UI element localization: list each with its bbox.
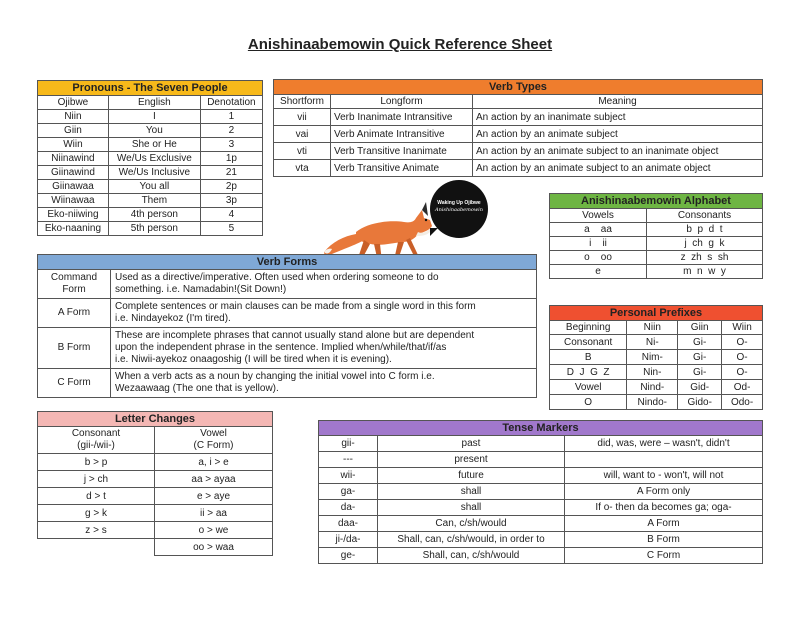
usage-cell: did, was, were – wasn't, didn't xyxy=(565,436,763,452)
tense-cell: future xyxy=(378,468,565,484)
letter-changes-heading: Letter Changes xyxy=(38,412,273,427)
denotation-cell: 5 xyxy=(200,222,262,236)
longform-cell: Verb Transitive Animate xyxy=(331,160,473,177)
consonant-column-header xyxy=(38,427,155,454)
column-header: Niin xyxy=(627,321,678,335)
column-header-line: Consonant xyxy=(71,428,121,439)
column-header-line: (C Form) xyxy=(193,440,234,451)
form-name-cell: A Form xyxy=(38,299,111,328)
personal-prefixes-heading: Personal Prefixes xyxy=(550,306,763,321)
column-header-line: Vowel xyxy=(200,428,227,439)
form-description-cell xyxy=(111,328,537,369)
denotation-cell: 2 xyxy=(200,124,262,138)
waking-up-ojibwe-logo xyxy=(430,180,488,238)
table-row xyxy=(38,369,537,398)
form-name-cell: Command Form xyxy=(38,270,111,299)
column-header: Denotation xyxy=(200,96,262,110)
usage-cell: will, want to - won't, will not xyxy=(565,468,763,484)
prefix-cell: Nim- xyxy=(627,350,678,365)
english-cell: You xyxy=(108,124,200,138)
table-row xyxy=(550,350,763,365)
consonant-change-cell: z > s xyxy=(38,522,155,539)
vowels-cell: o oo xyxy=(550,251,647,265)
english-cell: I xyxy=(108,110,200,124)
logo-subtitle: Anishinaabemowin xyxy=(434,207,483,213)
prefix-cell: O- xyxy=(722,335,763,350)
usage-cell: A Form xyxy=(565,516,763,532)
consonant-change-cell: j > ch xyxy=(38,471,155,488)
shortform-cell: vai xyxy=(274,126,331,143)
denotation-cell: 4 xyxy=(200,208,262,222)
table-row xyxy=(38,180,263,194)
description-line: These are incomplete phrases that cannot usually stand alone but are dependent xyxy=(115,330,475,341)
table-row xyxy=(274,126,763,143)
consonant-change-cell: d > t xyxy=(38,488,155,505)
prefix-cell: Od- xyxy=(722,380,763,395)
form-name-cell: C Form xyxy=(38,369,111,398)
table-row xyxy=(319,532,763,548)
table-row xyxy=(319,436,763,452)
logo-title: Waking Up Ojibwe xyxy=(437,200,481,206)
usage-cell xyxy=(565,452,763,468)
marker-cell: ji-/da- xyxy=(319,532,378,548)
vowel-change-cell: aa > ayaa xyxy=(155,471,273,488)
description-line: i.e. Niwii-ayekoz onaagoshig (I will be tired when it is evening). xyxy=(115,354,392,365)
prefix-cell: Gi- xyxy=(678,365,722,380)
denotation-cell: 2p xyxy=(200,180,262,194)
english-cell: We/Us Inclusive xyxy=(108,166,200,180)
usage-cell: If o- then da becomes ga; oga- xyxy=(565,500,763,516)
table-row xyxy=(38,539,273,556)
form-description-cell xyxy=(111,299,537,328)
ojibwe-cell: Niin xyxy=(38,110,109,124)
consonants-cell: j ch g k xyxy=(647,237,763,251)
prefix-cell: Gido- xyxy=(678,395,722,410)
table-row xyxy=(38,488,273,505)
shortform-cell: vta xyxy=(274,160,331,177)
column-header: Consonants xyxy=(647,209,763,223)
verb-types-heading: Verb Types xyxy=(274,80,763,95)
form-name-cell: B Form xyxy=(38,328,111,369)
alphabet-heading: Anishinaabemowin Alphabet xyxy=(550,194,763,209)
table-row xyxy=(319,452,763,468)
pronouns-table xyxy=(37,80,263,236)
prefix-cell: Nindo- xyxy=(627,395,678,410)
marker-cell: wii- xyxy=(319,468,378,484)
marker-cell: gii- xyxy=(319,436,378,452)
description-line: Complete sentences or main clauses can be made from a single word in this form xyxy=(115,301,476,312)
consonants-cell: m n w y xyxy=(647,265,763,279)
longform-cell: Verb Inanimate Intransitive xyxy=(331,109,473,126)
column-header: English xyxy=(108,96,200,110)
usage-cell: A Form only xyxy=(565,484,763,500)
beginning-cell: O xyxy=(550,395,627,410)
meaning-cell: An action by an inanimate subject xyxy=(473,109,763,126)
denotation-cell: 21 xyxy=(200,166,262,180)
tense-cell: Shall, can, c/sh/would xyxy=(378,548,565,564)
verb-forms-heading: Verb Forms xyxy=(38,255,537,270)
ojibwe-cell: Giinawaa xyxy=(38,180,109,194)
prefix-cell: Ni- xyxy=(627,335,678,350)
ojibwe-cell: Eko-naaning xyxy=(38,222,109,236)
tense-markers-table xyxy=(318,420,763,564)
form-description-cell xyxy=(111,270,537,299)
denotation-cell: 3p xyxy=(200,194,262,208)
table-row xyxy=(550,237,763,251)
table-row xyxy=(319,516,763,532)
table-row xyxy=(274,109,763,126)
table-row xyxy=(38,471,273,488)
column-header: Ojibwe xyxy=(38,96,109,110)
pronouns-heading: Pronouns - The Seven People xyxy=(38,81,263,96)
consonant-change-cell: b > p xyxy=(38,454,155,471)
ojibwe-cell: Giinawind xyxy=(38,166,109,180)
column-header: Meaning xyxy=(473,95,763,109)
column-header: Giin xyxy=(678,321,722,335)
table-row xyxy=(38,166,263,180)
vowel-change-cell: o > we xyxy=(155,522,273,539)
prefix-cell: Nind- xyxy=(627,380,678,395)
beginning-cell: B xyxy=(550,350,627,365)
longform-cell: Verb Animate Intransitive xyxy=(331,126,473,143)
form-description-cell xyxy=(111,369,537,398)
vowels-cell: i ii xyxy=(550,237,647,251)
prefix-cell: Odo- xyxy=(722,395,763,410)
table-row xyxy=(38,328,537,369)
vowel-change-cell: ii > aa xyxy=(155,505,273,522)
description-line: upon the independent phrase in the sentence. Implied when/while/that/if/as xyxy=(115,342,447,353)
ojibwe-cell: Eko-niiwing xyxy=(38,208,109,222)
column-header-line: (gii-/wii-) xyxy=(77,440,115,451)
page-title: Anishinaabemowin Quick Reference Sheet xyxy=(247,36,553,53)
ojibwe-cell: Wiinawaa xyxy=(38,194,109,208)
table-row xyxy=(550,335,763,350)
beginning-cell: Consonant xyxy=(550,335,627,350)
vowel-change-cell: a, i > e xyxy=(155,454,273,471)
ojibwe-cell: Giin xyxy=(38,124,109,138)
shortform-cell: vti xyxy=(274,143,331,160)
vowels-cell: a aa xyxy=(550,223,647,237)
marker-cell: --- xyxy=(319,452,378,468)
table-row xyxy=(550,395,763,410)
ojibwe-cell: Wiin xyxy=(38,138,109,152)
tense-cell: shall xyxy=(378,500,565,516)
verb-types-table xyxy=(273,79,763,177)
english-cell: 5th person xyxy=(108,222,200,236)
consonant-change-cell: g > k xyxy=(38,505,155,522)
meaning-cell: An action by an animate subject to an inanimate object xyxy=(473,143,763,160)
table-row xyxy=(550,251,763,265)
table-row xyxy=(550,265,763,279)
usage-cell: B Form xyxy=(565,532,763,548)
tense-markers-heading: Tense Markers xyxy=(319,421,763,436)
ojibwe-cell: Niinawind xyxy=(38,152,109,166)
personal-prefixes-table xyxy=(549,305,763,410)
column-header: Vowels xyxy=(550,209,647,223)
prefix-cell: Gi- xyxy=(678,350,722,365)
table-row xyxy=(38,299,537,328)
beginning-cell: D J G Z xyxy=(550,365,627,380)
table-row xyxy=(319,548,763,564)
tense-cell: present xyxy=(378,452,565,468)
table-row xyxy=(38,522,273,539)
table-row xyxy=(38,208,263,222)
english-cell: You all xyxy=(108,180,200,194)
table-row xyxy=(319,500,763,516)
beginning-cell: Vowel xyxy=(550,380,627,395)
table-row xyxy=(38,138,263,152)
table-row xyxy=(38,124,263,138)
column-header: Shortform xyxy=(274,95,331,109)
description-line: Wezaawaag (The one that is yellow). xyxy=(115,383,279,394)
denotation-cell: 3 xyxy=(200,138,262,152)
table-row xyxy=(550,365,763,380)
table-row xyxy=(38,222,263,236)
verb-forms-table xyxy=(37,254,537,398)
logo-speech-tail xyxy=(430,228,438,236)
description-line: something. i.e. Namadabin!(Sit Down!) xyxy=(115,284,287,295)
letter-changes-table xyxy=(37,411,273,556)
marker-cell: ge- xyxy=(319,548,378,564)
consonant-change-cell xyxy=(38,539,155,556)
longform-cell: Verb Transitive Inanimate xyxy=(331,143,473,160)
consonants-cell: b p d t xyxy=(647,223,763,237)
table-row xyxy=(274,160,763,177)
prefix-cell: Gi- xyxy=(678,335,722,350)
table-row xyxy=(550,223,763,237)
column-header: Beginning xyxy=(550,321,627,335)
marker-cell: daa- xyxy=(319,516,378,532)
prefix-cell: Gid- xyxy=(678,380,722,395)
table-row xyxy=(550,380,763,395)
prefix-cell: O- xyxy=(722,365,763,380)
description-line: Used as a directive/imperative. Often used when ordering someone to do xyxy=(115,272,439,283)
description-line: i.e. Nindayekoz (I'm tired). xyxy=(115,313,231,324)
consonants-cell: z zh s sh xyxy=(647,251,763,265)
column-header: Wiin xyxy=(722,321,763,335)
usage-cell: C Form xyxy=(565,548,763,564)
tense-cell: Can, c/sh/would xyxy=(378,516,565,532)
marker-cell: ga- xyxy=(319,484,378,500)
tense-cell: Shall, can, c/sh/would, in order to xyxy=(378,532,565,548)
english-cell: 4th person xyxy=(108,208,200,222)
tense-cell: shall xyxy=(378,484,565,500)
denotation-cell: 1p xyxy=(200,152,262,166)
table-row xyxy=(319,484,763,500)
meaning-cell: An action by an animate subject xyxy=(473,126,763,143)
table-row xyxy=(38,505,273,522)
marker-cell: da- xyxy=(319,500,378,516)
denotation-cell: 1 xyxy=(200,110,262,124)
table-row xyxy=(38,194,263,208)
vowel-change-cell: oo > waa xyxy=(155,539,273,556)
table-row xyxy=(38,454,273,471)
prefix-cell: Nin- xyxy=(627,365,678,380)
prefix-cell: O- xyxy=(722,350,763,365)
vowel-column-header xyxy=(155,427,273,454)
tense-cell: past xyxy=(378,436,565,452)
vowels-cell: e xyxy=(550,265,647,279)
table-row xyxy=(38,110,263,124)
vowel-change-cell: e > aye xyxy=(155,488,273,505)
table-row xyxy=(274,143,763,160)
table-row xyxy=(38,152,263,166)
column-header: Longform xyxy=(331,95,473,109)
english-cell: Them xyxy=(108,194,200,208)
description-line: When a verb acts as a noun by changing the initial vowel into C form i.e. xyxy=(115,371,435,382)
shortform-cell: vii xyxy=(274,109,331,126)
table-row xyxy=(319,468,763,484)
english-cell: We/Us Exclusive xyxy=(108,152,200,166)
table-row xyxy=(38,270,537,299)
english-cell: She or He xyxy=(108,138,200,152)
alphabet-table xyxy=(549,193,763,279)
meaning-cell: An action by an animate subject to an animate object xyxy=(473,160,763,177)
